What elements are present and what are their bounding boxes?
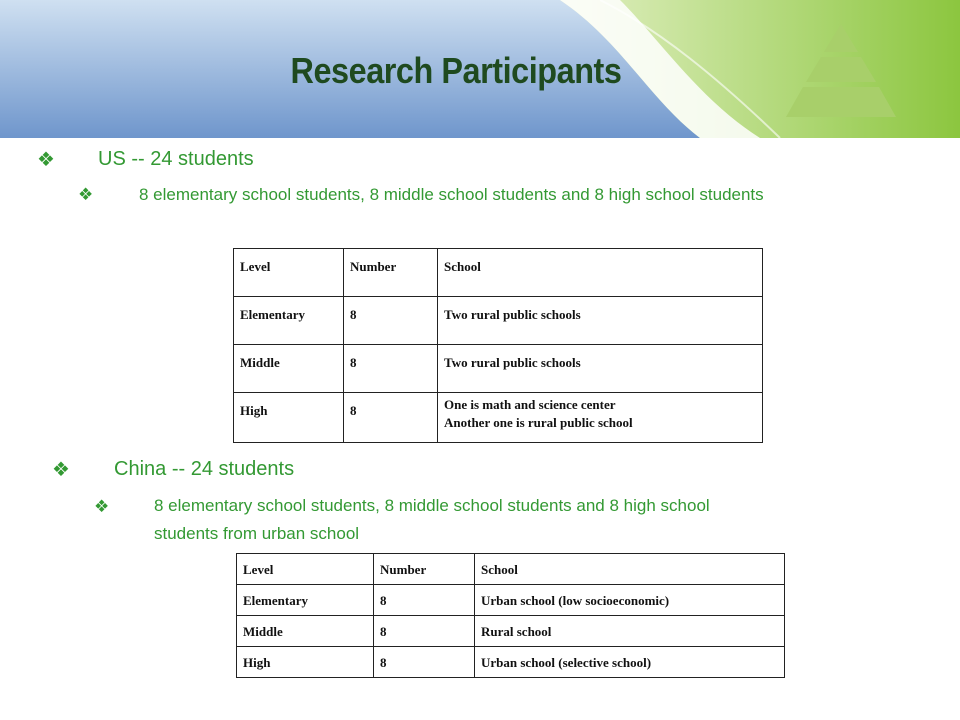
header-cell: Level <box>234 249 344 297</box>
us-participants-table <box>233 248 763 443</box>
us-heading: US -- 24 students <box>98 148 254 170</box>
table-cell: 8 <box>344 345 438 393</box>
table-cell: 8 <box>374 585 475 616</box>
table-row <box>234 393 763 443</box>
table-header-row <box>237 554 785 585</box>
table-header-row <box>234 249 763 297</box>
table-cell: High <box>234 393 344 443</box>
page-title: Research Participants <box>290 50 622 91</box>
cell-line: Another one is rural public school <box>444 415 633 430</box>
table-cell: Middle <box>237 616 374 647</box>
four-diamond-bullet-icon: ❖ <box>78 185 94 204</box>
china-heading: China -- 24 students <box>114 458 295 480</box>
table-cell: Two rural public schools <box>438 297 763 345</box>
table-cell: Rural school <box>475 616 785 647</box>
table-cell: Urban school (selective school) <box>475 647 785 678</box>
china-detail-line-1: 8 elementary school students, 8 middle school students and 8 high school <box>154 496 710 515</box>
four-diamond-bullet-icon: ❖ <box>52 459 70 481</box>
table-cell: Elementary <box>234 297 344 345</box>
table-cell: 8 <box>344 393 438 443</box>
table-cell: Two rural public schools <box>438 345 763 393</box>
table-row <box>234 345 763 393</box>
header-cell: Number <box>344 249 438 297</box>
table-row <box>237 616 785 647</box>
table-cell: 8 <box>374 647 475 678</box>
table-cell: Urban school (low socioeconomic) <box>475 585 785 616</box>
four-diamond-bullet-icon: ❖ <box>37 149 55 171</box>
us-detail: 8 elementary school students, 8 middle school students and 8 high school students <box>139 185 764 204</box>
table-cell: Elementary <box>237 585 374 616</box>
table-cell <box>438 393 763 443</box>
china-participants-table <box>236 553 785 678</box>
table-row <box>237 647 785 678</box>
table-cell: 8 <box>374 616 475 647</box>
header-cell: Level <box>237 554 374 585</box>
header-cell: Number <box>374 554 475 585</box>
header-cell: School <box>438 249 763 297</box>
table-cell: Middle <box>234 345 344 393</box>
four-diamond-bullet-icon: ❖ <box>94 497 110 516</box>
table-row <box>234 297 763 345</box>
header-cell: School <box>475 554 785 585</box>
table-row <box>237 585 785 616</box>
table-cell: High <box>237 647 374 678</box>
china-detail-line-2: students from urban school <box>154 524 360 543</box>
cell-line: One is math and science center <box>444 397 616 412</box>
table-cell: 8 <box>344 297 438 345</box>
